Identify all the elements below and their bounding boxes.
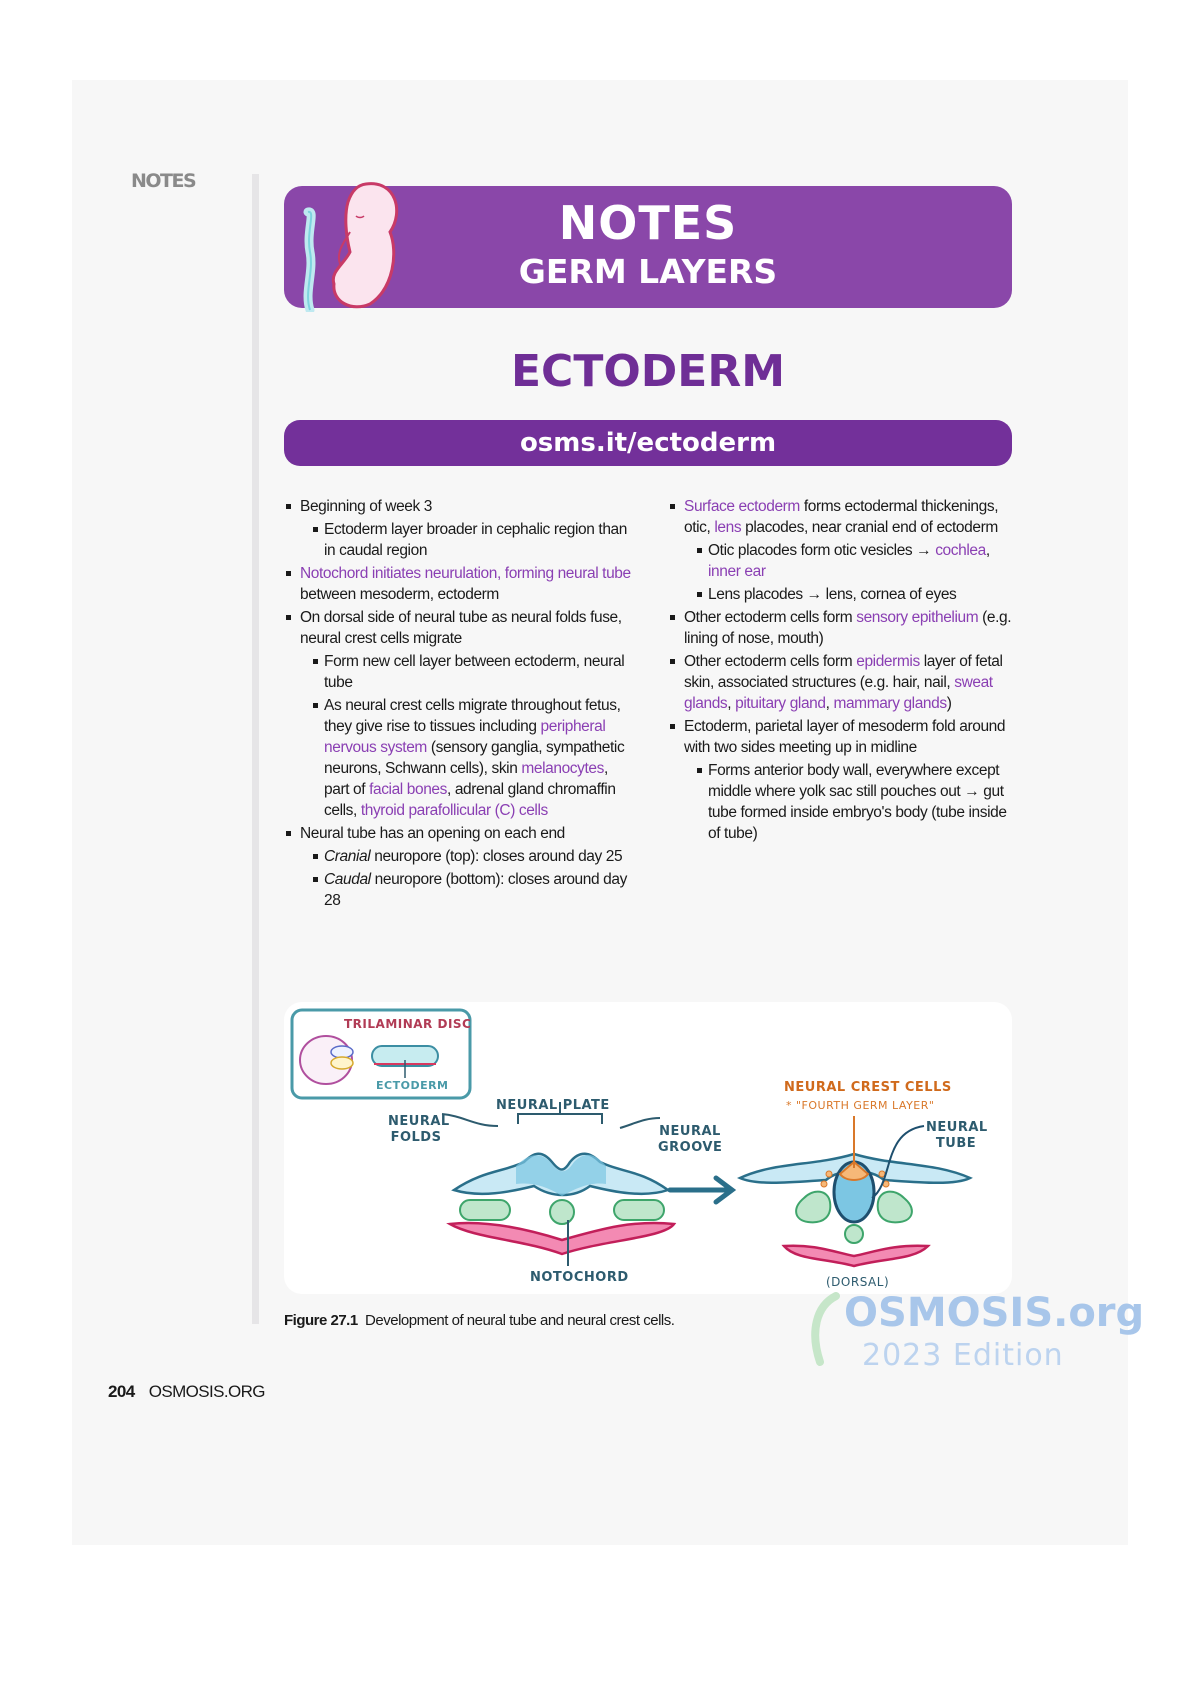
bullet-item xyxy=(670,496,1022,538)
bullet-text: , part of xyxy=(324,760,608,798)
sidebar-divider xyxy=(252,174,259,1324)
bullet-text: Ectoderm layer broader in cephalic region than in caudal region xyxy=(324,521,627,559)
sidebar-notes-label: NOTES xyxy=(131,170,196,192)
bullet-text: (sensory ganglia, sympathetic neurons, Schwann cells), skin xyxy=(324,739,625,777)
neural-tube-label: NEURAL TUBE xyxy=(926,1120,988,1151)
highlight-term: Notochord initiates neurulation, forming neural tube xyxy=(300,565,631,582)
highlight-term: Surface ectoderm xyxy=(684,498,800,515)
fourth-germ-layer-label: * "FOURTH GERM LAYER" xyxy=(786,1099,935,1112)
bullet-text: Forms anterior body wall, everywhere except middle where yolk sac still pouches out → gut tube formed inside embryo's body (tube inside of tube) xyxy=(708,762,1007,842)
footer-site: OSMOSIS.ORG xyxy=(148,1382,265,1401)
bullet-text: Other ectoderm cells form xyxy=(684,653,857,670)
bullet-text: ) xyxy=(946,695,952,712)
bullet-text: (e.g. lining of nose, mouth) xyxy=(684,609,1012,647)
neural-crest-label: NEURAL CREST CELLS xyxy=(784,1080,952,1095)
header-subtitle: GERM LAYERS xyxy=(518,252,778,291)
bullet-text: As neural crest cells migrate throughout fetus, they give rise to tissues including xyxy=(324,697,621,735)
watermark-line1: OSMOSIS.org xyxy=(844,1290,1145,1336)
bullet-item xyxy=(286,651,636,693)
bullet-text: , xyxy=(985,542,990,559)
highlight-term: peripheral nervous system xyxy=(324,718,606,756)
bullet-text: Lens placodes → lens, cornea of eyes xyxy=(708,586,957,603)
highlight-term: pituitary gland xyxy=(735,695,826,712)
page-footer xyxy=(108,1382,265,1402)
bullet-text: , xyxy=(825,695,834,712)
bullet-item xyxy=(286,823,636,844)
bullet-text: , adrenal gland chromaffin cells, xyxy=(324,781,616,819)
highlight-term: sensory epithelium xyxy=(856,609,979,626)
bullet-item xyxy=(286,695,636,821)
right-column xyxy=(670,496,1022,846)
neural-tube-diagram xyxy=(284,1002,1012,1294)
bullet-item xyxy=(670,651,1022,714)
bullet-text: Form new cell layer between ectoderm, neural tube xyxy=(324,653,625,691)
bullet-item xyxy=(286,496,636,517)
highlight-term: facial bones xyxy=(369,781,447,798)
highlight-term: cochlea xyxy=(935,542,986,559)
bullet-item xyxy=(670,584,1022,605)
figure-neural-tube xyxy=(284,1002,1012,1294)
section-title: ECTODERM xyxy=(510,346,785,397)
bullet-text: Otic placodes form otic vesicles → xyxy=(708,542,936,559)
bullet-item xyxy=(286,869,636,911)
neural-groove-label: NEURAL GROOVE xyxy=(658,1124,723,1155)
dorsal-label: (DORSAL) xyxy=(826,1275,890,1289)
left-column xyxy=(286,496,636,913)
neural-plate-label: NEURAL PLATE xyxy=(496,1098,610,1113)
bullet-text: placodes, near cranial end of ectoderm xyxy=(741,519,998,536)
osmosis-watermark xyxy=(806,1290,1145,1390)
watermark-arc-icon xyxy=(806,1292,846,1372)
bullet-text: Neural tube has an opening on each end xyxy=(300,825,565,842)
bullet-item xyxy=(670,760,1022,844)
bullet-text: Other ectoderm cells form xyxy=(684,609,857,626)
bullet-text: , xyxy=(727,695,736,712)
bullet-item xyxy=(286,846,636,867)
bullet-text: neuropore (bottom): closes around day 28 xyxy=(324,871,627,909)
ectoderm-link[interactable]: osms.it/ectoderm xyxy=(284,420,1012,466)
header-title: NOTES xyxy=(558,196,738,250)
bullet-item xyxy=(670,607,1022,649)
highlight-term: sweat glands xyxy=(684,674,993,712)
bullet-text: Ectoderm, parietal layer of mesoderm fold around with two sides meeting up in midline xyxy=(684,718,1006,756)
bullet-text: between mesoderm, ectoderm xyxy=(300,586,499,603)
bullet-text: Beginning of week 3 xyxy=(300,498,432,515)
bullet-item xyxy=(670,716,1022,758)
bullet-text: Cranial xyxy=(324,848,371,865)
figure-caption xyxy=(284,1312,674,1329)
highlight-term: epidermis xyxy=(856,653,920,670)
bullet-text: layer of fetal skin, associated structures (e.g. hair, nail, xyxy=(684,653,1003,691)
bullet-item xyxy=(286,519,636,561)
highlight-term: lens xyxy=(714,519,742,536)
highlight-term: inner ear xyxy=(708,563,766,580)
inset-title: TRILAMINAR DISC xyxy=(344,1017,472,1031)
bullet-item xyxy=(286,563,636,605)
inset-ectoderm-label: ECTODERM xyxy=(376,1079,449,1092)
figure-caption-text: Development of neural tube and neural crest cells. xyxy=(365,1312,675,1329)
bullet-item xyxy=(670,540,1022,582)
watermark-line2: 2023 Edition xyxy=(862,1338,1064,1373)
bullet-item xyxy=(286,607,636,649)
notochord-label: NOTOCHORD xyxy=(530,1270,629,1285)
bullet-text: On dorsal side of neural tube as neural folds fuse, neural crest cells migrate xyxy=(300,609,622,647)
page-number: 204 xyxy=(108,1382,135,1401)
figure-number: Figure 27.1 xyxy=(284,1312,358,1329)
bullet-text: forms ectodermal thickenings, otic, xyxy=(684,498,999,536)
bullet-text: neuropore (top): closes around day 25 xyxy=(370,848,623,865)
highlight-term: mammary glands xyxy=(833,695,947,712)
highlight-term: melanocytes xyxy=(521,760,604,777)
highlight-term: thyroid parafollicular (C) cells xyxy=(360,802,548,819)
bullet-text: Caudal xyxy=(324,871,371,888)
neural-folds-label: NEURAL FOLDS xyxy=(388,1114,450,1145)
